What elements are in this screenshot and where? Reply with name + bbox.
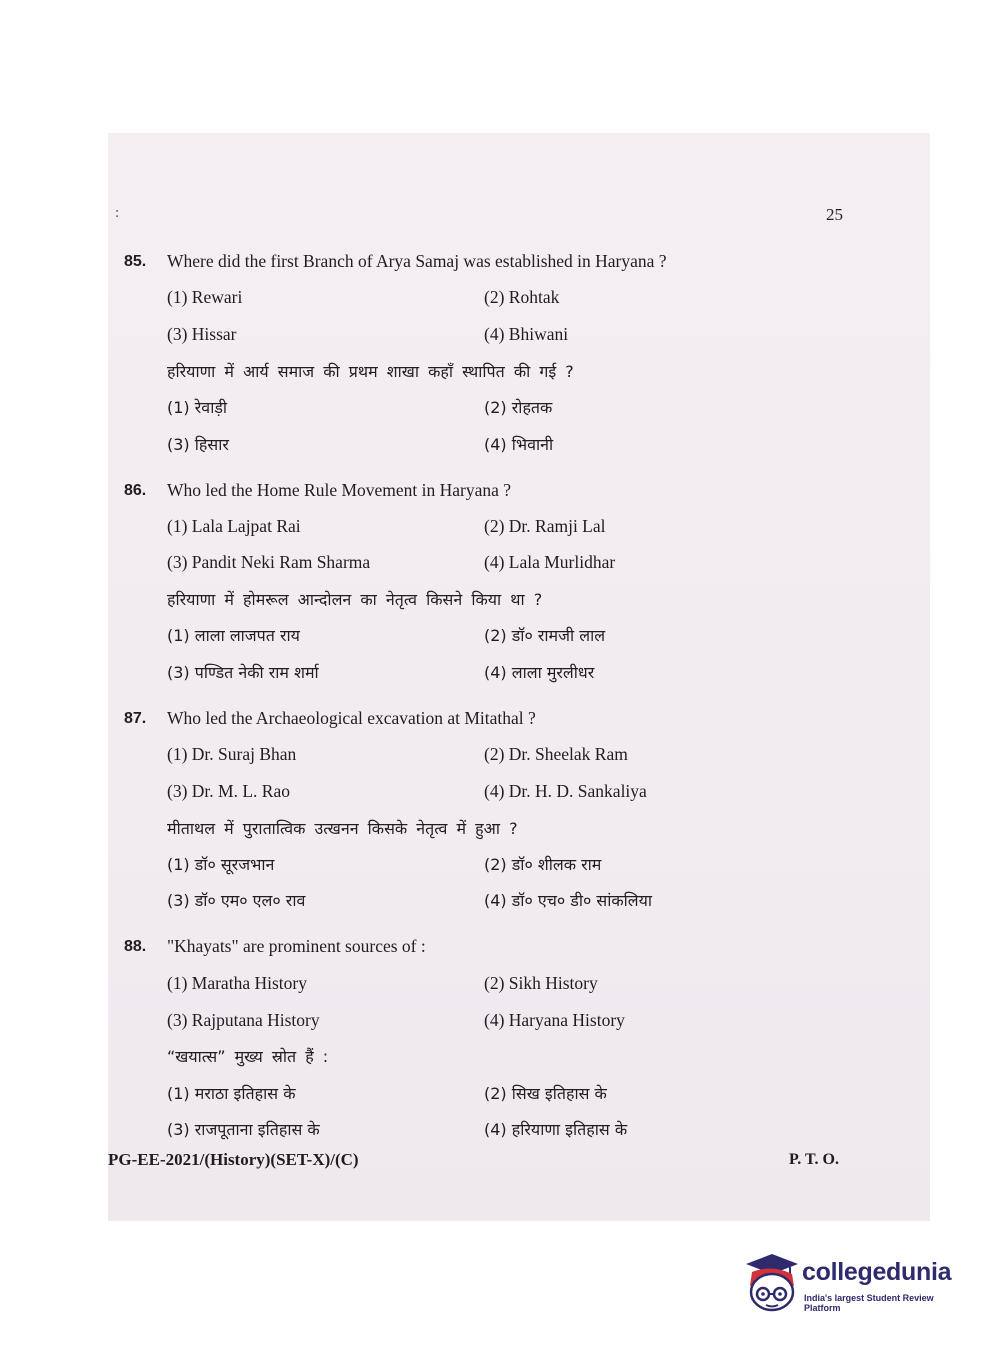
brand-tagline: India's largest Student Review Platform (804, 1293, 934, 1313)
option-en: (1) Rewari (167, 287, 243, 307)
option-en: (2) Dr. Ramji Lal (484, 516, 606, 536)
option-en: (2) Rohtak (484, 287, 560, 307)
option-en: (3) Pandit Neki Ram Sharma (167, 552, 371, 572)
option-hi: (2) रोहतक (484, 398, 553, 417)
question-number: 85. (124, 253, 147, 270)
option-en: (2) Dr. Sheelak Ram (484, 744, 628, 764)
question-number: 88. (124, 938, 147, 955)
option-hi: (1) मराठा इतिहास के (167, 1084, 296, 1103)
option-hi: (3) राजपूताना इतिहास के (167, 1120, 320, 1139)
question-text-en: Where did the first Branch of Arya Samaj was established in Haryana ? (167, 251, 667, 271)
brand-name: collegedunia (802, 1258, 952, 1286)
page-number: 25 (826, 205, 843, 224)
option-en: (4) Lala Murlidhar (484, 552, 616, 572)
option-en: (4) Bhiwani (484, 324, 569, 344)
option-en: (1) Lala Lajpat Rai (167, 516, 301, 536)
question-number: 87. (124, 710, 147, 727)
option-hi: (2) डॉ० रामजी लाल (484, 626, 606, 645)
question-text-hi: हरियाणा में होमरूल आन्दोलन का नेतृत्व किसने किया था ? (167, 590, 543, 609)
option-hi: (2) डॉ० शीलक राम (484, 855, 602, 874)
option-hi: (4) हरियाणा इतिहास के (484, 1120, 628, 1139)
question-text-hi: हरियाणा में आर्य समाज की प्रथम शाखा कहाँ स्थापित की गई ? (167, 362, 574, 381)
option-hi: (1) लाला लाजपत राय (167, 626, 300, 645)
option-hi: (4) भिवानी (484, 435, 554, 454)
question-text-hi: मीताथल में पुरातात्विक उत्खनन किसके नेतृत्व में हुआ ? (167, 819, 518, 838)
option-en: (4) Haryana History (484, 1010, 625, 1030)
question-text-en: "Khayats" are prominent sources of : (167, 936, 426, 956)
option-en: (4) Dr. H. D. Sankaliya (484, 781, 647, 801)
option-hi: (4) लाला मुरलीधर (484, 663, 595, 682)
margin-mark: : (115, 205, 120, 221)
option-hi: (4) डॉ० एच० डी० सांकलिया (484, 891, 653, 910)
option-en: (3) Rajputana History (167, 1010, 320, 1030)
option-en: (2) Sikh History (484, 973, 598, 993)
option-hi: (1) डॉ० सूरजभान (167, 855, 275, 874)
option-en: (1) Maratha History (167, 973, 307, 993)
option-hi: (2) सिख इतिहास के (484, 1084, 607, 1103)
question-number: 86. (124, 482, 147, 499)
option-hi: (3) डॉ० एम० एल० राव (167, 891, 306, 910)
option-hi: (1) रेवाड़ी (167, 398, 228, 417)
collegedunia-logo (742, 1250, 972, 1314)
option-hi: (3) पण्डित नेकी राम शर्मा (167, 663, 319, 682)
option-en: (1) Dr. Suraj Bhan (167, 744, 297, 764)
option-en: (3) Hissar (167, 324, 237, 344)
question-text-hi: “खयात्स” मुख्य स्रोत हैं : (167, 1047, 329, 1066)
option-hi: (3) हिसार (167, 435, 229, 454)
paper-code: PG-EE-2021/(History)(SET-X)/(C) (108, 1150, 359, 1169)
option-en: (3) Dr. M. L. Rao (167, 781, 290, 801)
question-text-en: Who led the Home Rule Movement in Haryana ? (167, 480, 512, 500)
question-text-en: Who led the Archaeological excavation at Mitathal ? (167, 708, 536, 728)
mascot-icon (742, 1250, 804, 1314)
please-turn-over: P. T. O. (789, 1151, 839, 1168)
